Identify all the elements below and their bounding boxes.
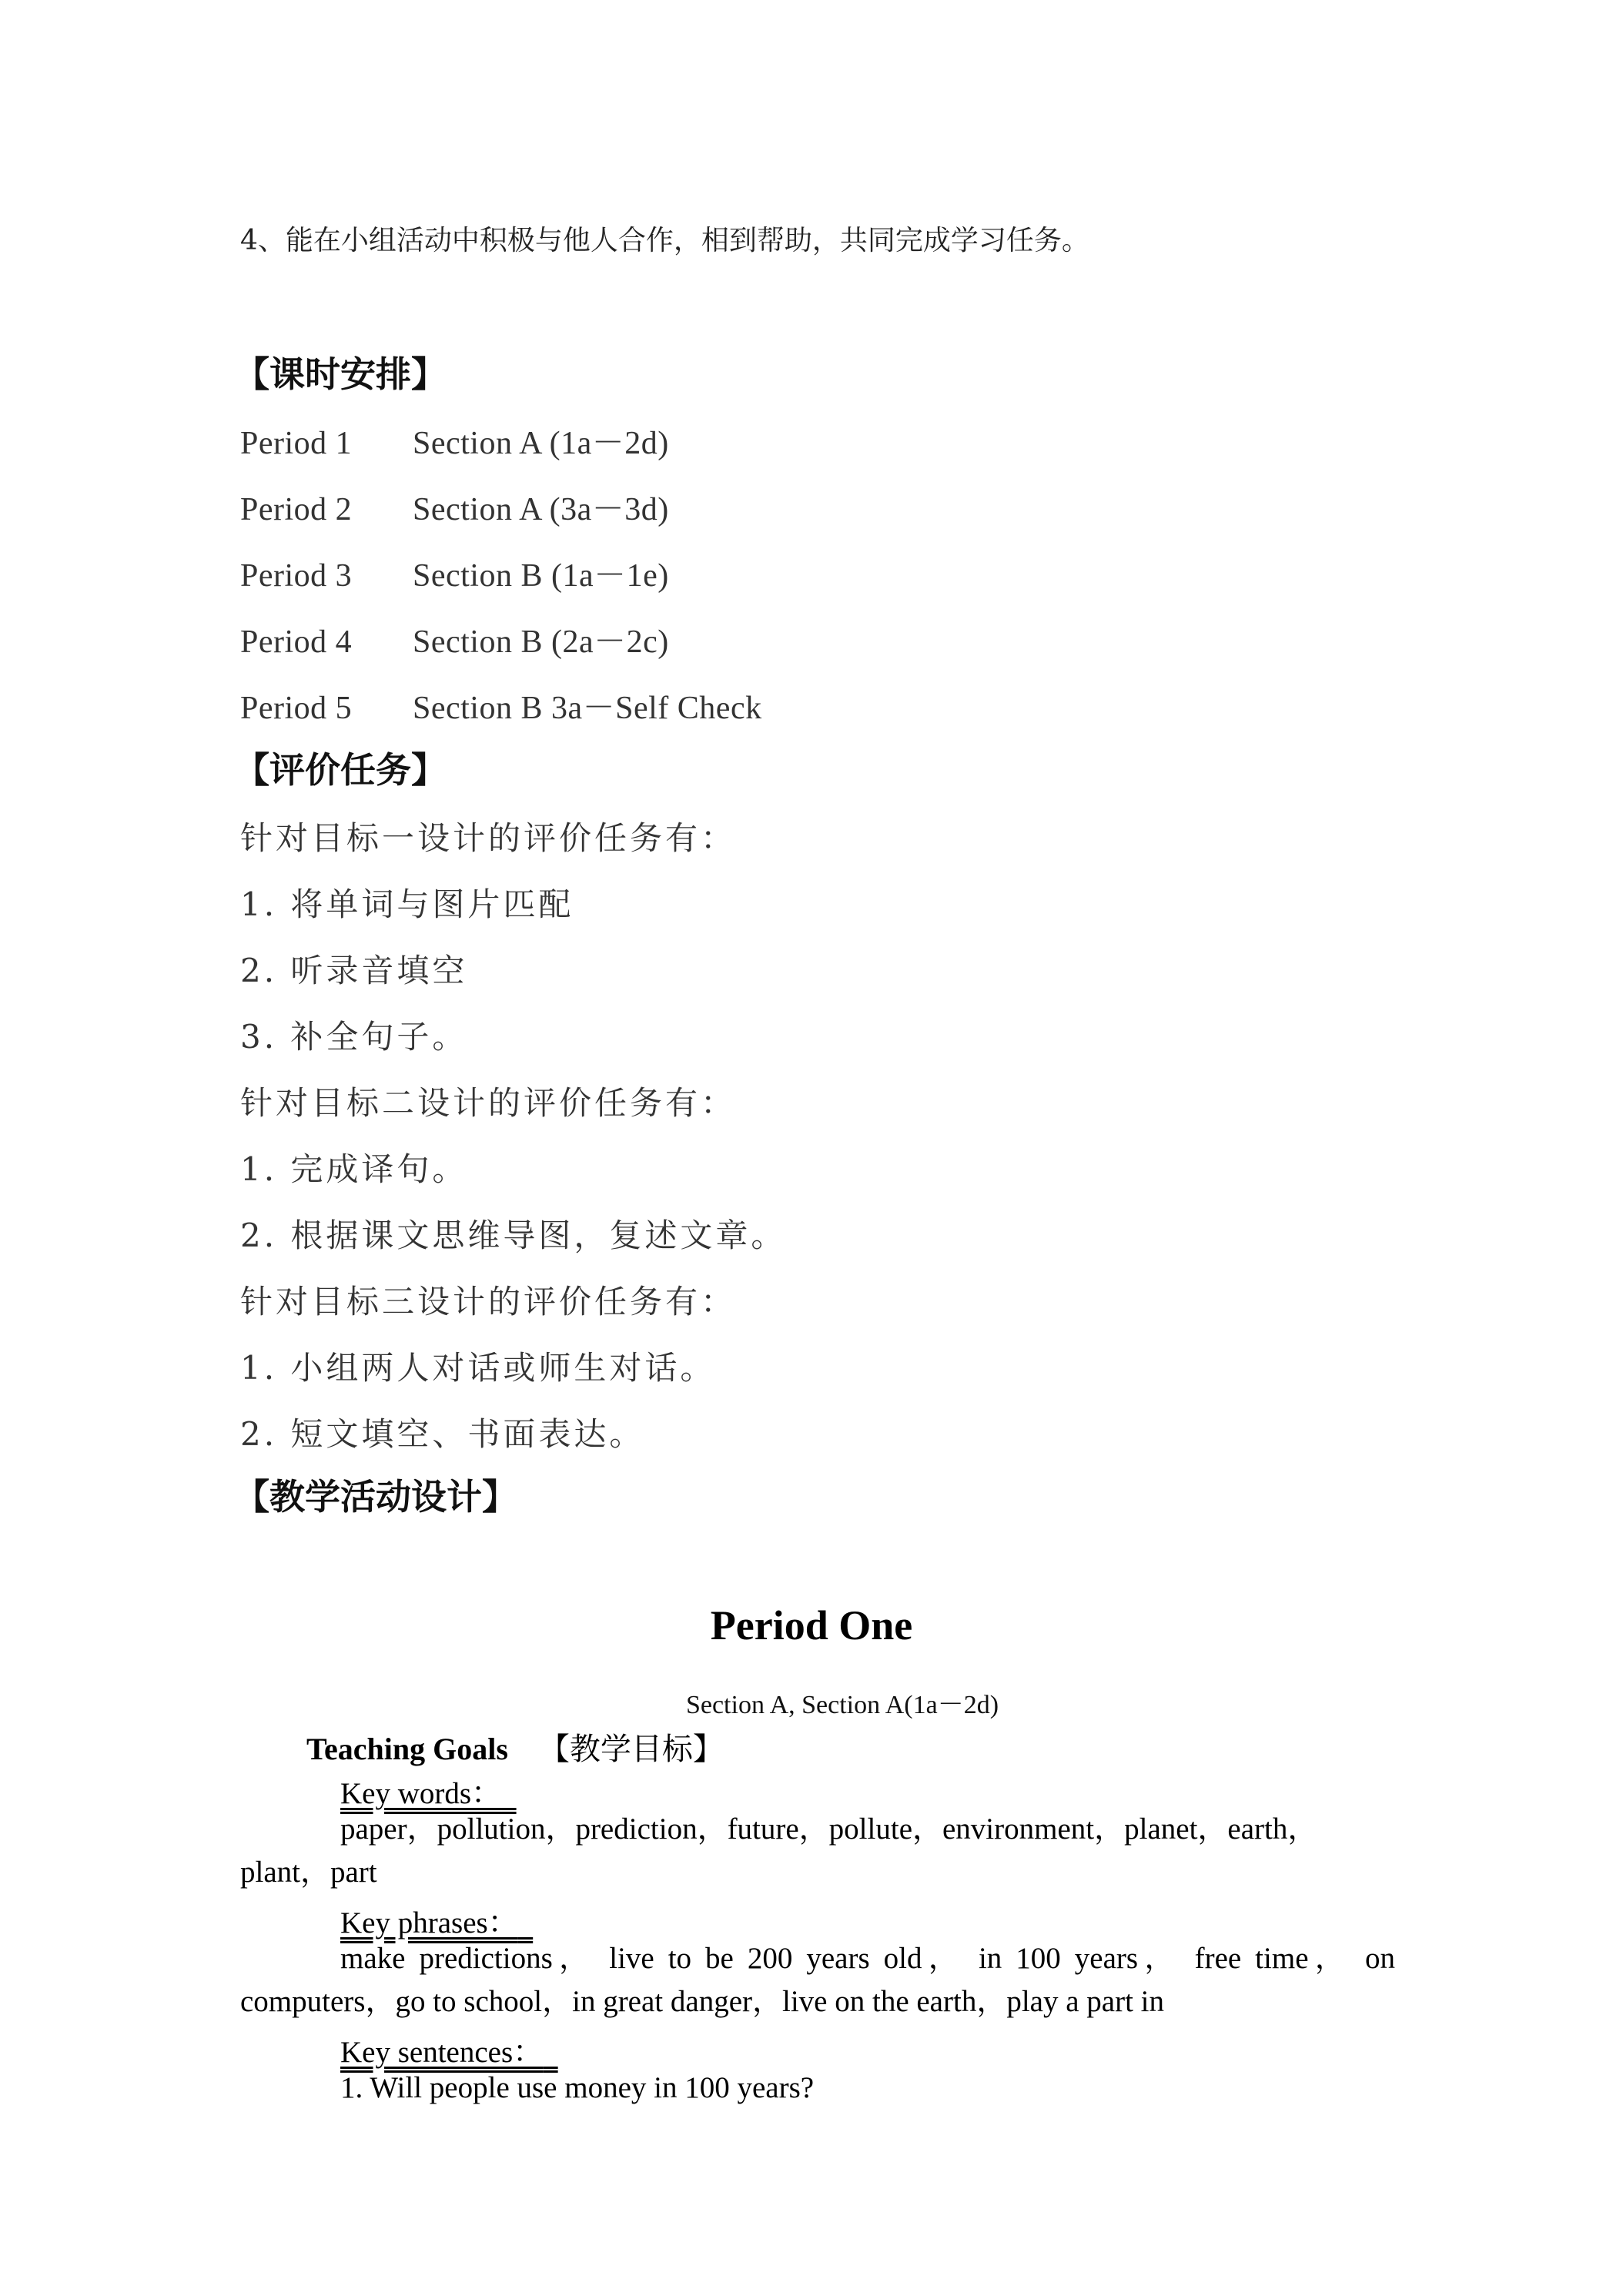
key-words-line: plant，part [240, 1856, 377, 1889]
period-label: Period 5 [240, 691, 353, 726]
key-phrases-label: Key phrases： [340, 1906, 518, 1940]
period-section: Section B 3a－Self Check [413, 691, 762, 726]
period-row [240, 550, 669, 596]
key-words-line: paper，pollution，prediction，future，pollute，environment，planet，earth， [340, 1812, 1318, 1846]
period-section: Section B (2a－2c) [413, 624, 669, 660]
period-subtitle: Section A, Section A(1a－2d) [685, 1691, 999, 1719]
intro-line: 4、能在小组活动中积极与他人合作，相到帮助，共同完成学习任务。 [240, 225, 1089, 256]
key-phrases-line: computers，go to school，in great danger，live on the earth，play a part in [240, 1985, 1164, 2018]
activity-heading: 【教学活动设计】 [234, 1476, 517, 1518]
evaluation-line: 2. 根据课文思维导图，复述文章。 [240, 1217, 787, 1254]
goals-cn: 【教学目标】 [538, 1732, 724, 1767]
period-title: Period One [710, 1602, 913, 1648]
period-row [240, 616, 669, 662]
evaluation-line: 针对目标一设计的评价任务有： [240, 819, 737, 857]
key-phrases-line: make predictions， live to be 200 years old， in 100 years， free time， on [340, 1942, 1395, 1975]
period-label: Period 2 [240, 492, 353, 527]
evaluation-line: 1. 小组两人对话或师生对话。 [240, 1349, 716, 1387]
evaluation-line: 针对目标三设计的评价任务有： [240, 1283, 737, 1320]
schedule-heading: 【课时安排】 [234, 353, 447, 395]
period-section: Section A (1a－2d) [413, 426, 669, 461]
key-words-label: Key words： [340, 1777, 502, 1810]
key-sentence: 1. Will people use money in 100 years? [340, 2071, 815, 2104]
period-label: Period 3 [240, 558, 353, 594]
key-sentences-label: Key sentences： [340, 2036, 544, 2069]
evaluation-line: 1. 将单词与图片匹配 [240, 885, 574, 923]
period-row [240, 417, 669, 464]
period-row [240, 682, 762, 728]
evaluation-line: 3. 补全句子。 [240, 1018, 468, 1056]
evaluation-line: 针对目标二设计的评价任务有： [240, 1084, 737, 1122]
evaluation-line: 2. 听录音填空 [240, 952, 468, 989]
evaluation-heading: 【评价任务】 [234, 749, 447, 791]
goals-en: Teaching Goals [306, 1732, 508, 1766]
period-label: Period 1 [240, 426, 353, 461]
teaching-goals [306, 1725, 724, 1769]
period-section: Section B (1a－1e) [413, 558, 669, 594]
period-label: Period 4 [240, 624, 353, 660]
evaluation-line: 1. 完成译句。 [240, 1150, 468, 1188]
period-row [240, 484, 669, 530]
evaluation-line: 2. 短文填空、书面表达。 [240, 1415, 645, 1453]
period-section: Section A (3a－3d) [413, 492, 669, 527]
